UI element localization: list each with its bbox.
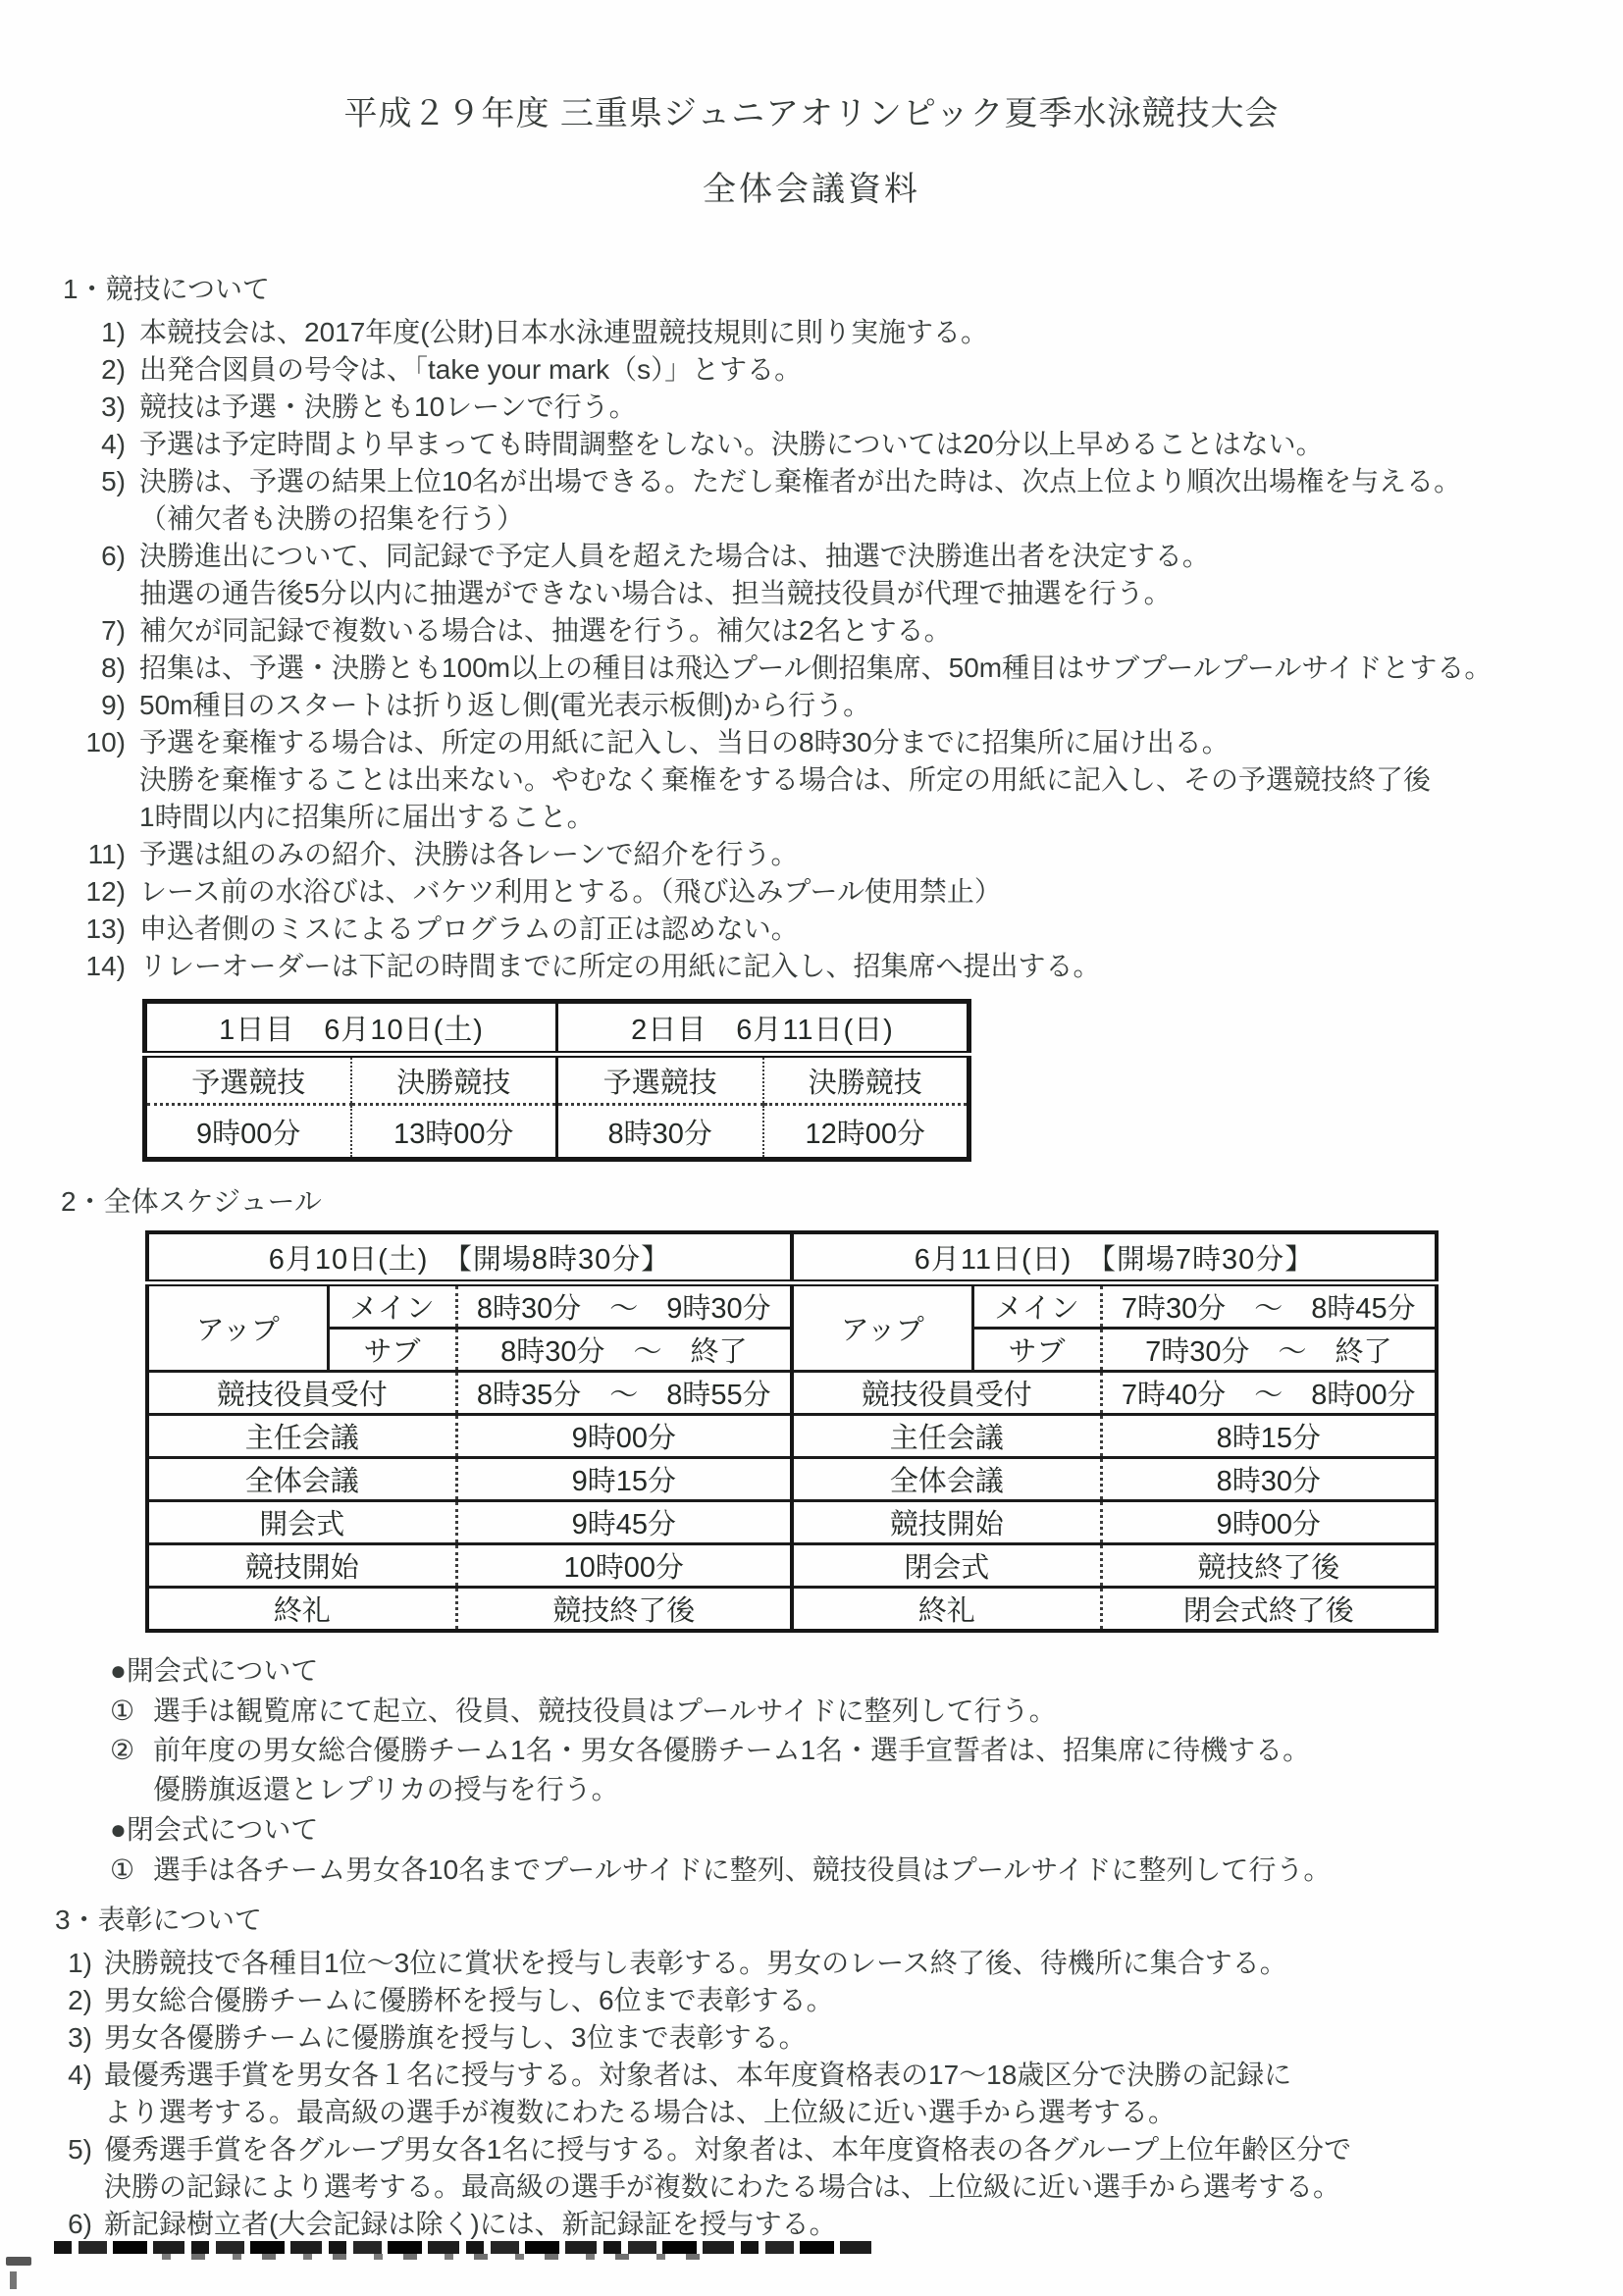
item-number: 10) [85, 727, 126, 757]
list-item [0, 314, 1623, 351]
relay-session-header: 予選競技 [557, 1055, 763, 1105]
schedule-up-label: アップ [147, 1283, 328, 1372]
schedule-up-label: アップ [792, 1283, 972, 1372]
schedule-row-label: 全体会議 [792, 1458, 1101, 1501]
item-number: 1) [101, 317, 126, 347]
schedule-time: 9時15分 [456, 1458, 792, 1501]
opening-ceremony-heading: ●開会式について [110, 1655, 319, 1686]
item-number: 12) [85, 876, 126, 907]
relay-time: 8時30分 [557, 1105, 763, 1160]
list-item [0, 2019, 1623, 2057]
item-line: 最優秀選手賞を男女各１名に授与する。対象者は、本年度資格表の17～18歳区分で決勝の記録に [104, 2060, 1292, 2090]
schedule-time: 8時30分 [1101, 1458, 1437, 1501]
list-item [0, 911, 1623, 948]
item-number: 4) [101, 429, 126, 459]
item-line: 50m種目のスタートは折り返し側(電光表示板側)から行う。 [139, 690, 871, 720]
item-line: 男女各優勝チームに優勝旗を授与し、3位まで表彰する。 [104, 2022, 807, 2053]
item-number: 3) [68, 2022, 92, 2053]
list-item [110, 1731, 1623, 1809]
item-line: 予選を棄権する場合は、所定の用紙に記入し、当日の8時30分までに招集所に届け出る。 [139, 727, 1230, 757]
schedule-row-label: 閉会式 [792, 1544, 1101, 1588]
list-item [0, 687, 1623, 724]
item-line: 決勝を棄権することは出来ない。やむなく棄権をする場合は、所定の用紙に記入し、その予選競技終了後 [139, 764, 1432, 795]
item-number: 5) [101, 466, 126, 496]
list-item [0, 463, 1623, 538]
item-line: 抽選の通告後5分以内に抽選ができない場合は、担当競技役員が代理で抽選を行う。 [139, 578, 1172, 608]
item-line: （補欠者も決勝の招集を行う） [139, 503, 525, 534]
item-number: 6) [101, 541, 126, 571]
list-item [0, 724, 1623, 836]
item-line: 決勝は、予選の結果上位10名が出場できる。ただし棄権者が出た時は、次点上位より順次出場権を与える。 [139, 466, 1462, 496]
relay-order-table [142, 999, 971, 1162]
schedule-time: 8時30分 ～ 終了 [456, 1329, 792, 1372]
item-line: 決勝進出について、同記録で予定人員を超えた場合は、抽選で決勝進出者を決定する。 [139, 541, 1210, 571]
list-item [0, 650, 1623, 687]
page-title: 平成２９年度 三重県ジュニアオリンピック夏季水泳競技大会 [343, 95, 1280, 132]
item-number: 3) [101, 391, 126, 422]
schedule-row-label: 競技開始 [792, 1501, 1101, 1544]
schedule-time: 競技終了後 [456, 1588, 792, 1632]
list-item [0, 351, 1623, 389]
item-line: 決勝競技で各種目1位～3位に賞状を授与し表彰する。男女のレース終了後、待機所に集合する。 [104, 1948, 1287, 1978]
relay-session-header: 予選競技 [145, 1055, 351, 1105]
schedule-time: 9時00分 [456, 1415, 792, 1458]
item-line: 予選は予定時間より早まっても時間調整をしない。決勝については20分以上早めることはない。 [139, 429, 1324, 459]
item-line: 優勝旗返還とレプリカの授与を行う。 [153, 1774, 619, 1804]
relay-session-header: 決勝競技 [763, 1055, 969, 1105]
item-line: 出発合図員の号令は、「take your mark（s）」とする。 [139, 354, 803, 385]
schedule-time: 8時30分 ～ 9時30分 [456, 1283, 792, 1329]
list-item [0, 873, 1623, 911]
scan-noise-mark [6, 2257, 31, 2266]
schedule-up-sublabel: メイン [972, 1283, 1101, 1329]
item-line: 招集は、予選・決勝とも100m以上の種目は飛込プール側招集席、50m種目はサブプールプールサイドとする。 [139, 652, 1492, 683]
list-item [0, 389, 1623, 426]
item-line: 補欠が同記録で複数いる場合は、抽選を行う。補欠は2名とする。 [139, 615, 952, 646]
schedule-row-label: 全体会議 [147, 1458, 456, 1501]
section1-heading: 1・競技について [63, 274, 271, 304]
schedule-row-label: 競技開始 [147, 1544, 456, 1588]
schedule-row-label: 終礼 [147, 1588, 456, 1632]
schedule-time: 競技終了後 [1101, 1544, 1437, 1588]
relay-day2-header: 2日目 6月11日(日) [557, 1002, 969, 1055]
schedule-up-sublabel: サブ [972, 1329, 1101, 1372]
item-number: 9) [101, 690, 126, 720]
schedule-time: 7時40分 ～ 8時00分 [1101, 1372, 1437, 1415]
item-number: 1) [68, 1948, 92, 1978]
section3-heading: 3・表彰について [55, 1905, 263, 1935]
list-item [0, 836, 1623, 873]
item-line: 申込者側のミスによるプログラムの訂正は認めない。 [139, 913, 799, 944]
list-item [0, 1982, 1623, 2019]
schedule-time: 9時45分 [456, 1501, 792, 1544]
item-number: 5) [68, 2134, 92, 2165]
item-number: 14) [85, 951, 126, 981]
list-item [0, 538, 1623, 612]
item-number: 4) [68, 2060, 92, 2090]
item-number: 11) [87, 839, 126, 869]
list-item [0, 1945, 1623, 1982]
item-number: 2) [101, 354, 126, 385]
schedule-row-label: 主任会議 [147, 1415, 456, 1458]
item-number: 6) [68, 2209, 92, 2239]
schedule-time: 7時30分 ～ 8時45分 [1101, 1283, 1437, 1329]
schedule-time: 8時35分 ～ 8時55分 [456, 1372, 792, 1415]
list-item [0, 948, 1623, 985]
schedule-day2-header: 6月11日(日) 【開場7時30分】 [792, 1232, 1437, 1283]
item-line: 本競技会は、2017年度(公財)日本水泳連盟競技規則に則り実施する。 [139, 317, 988, 347]
schedule-row-label: 終礼 [792, 1588, 1101, 1632]
item-line: 1時間以内に招集所に届出すること。 [139, 802, 595, 832]
schedule-row-label: 主任会議 [792, 1415, 1101, 1458]
scan-noise-mark [10, 2271, 17, 2289]
item-number: 2) [68, 1985, 92, 2015]
item-line: レース前の水浴びは、バケツ利用とする。（飛び込みプール使用禁止） [139, 876, 1002, 907]
schedule-up-sublabel: メイン [328, 1283, 456, 1329]
relay-time: 9時00分 [196, 1118, 301, 1150]
item-line: 予選は組のみの紹介、決勝は各レーンで紹介を行う。 [139, 839, 799, 869]
relay-time: 13時00分 [351, 1105, 557, 1160]
section1-list [0, 314, 1623, 985]
relay-day1-header: 1日目 6月10日(土) [145, 1002, 557, 1055]
schedule-table [145, 1230, 1439, 1633]
item-line: リレーオーダーは下記の時間までに所定の用紙に記入し、招集席へ提出する。 [139, 951, 1101, 981]
list-item [0, 2206, 1623, 2243]
item-line: 選手は観覧席にて起立、役員、競技役員はプールサイドに整列して行う。 [153, 1696, 1057, 1726]
list-item [0, 612, 1623, 650]
schedule-day1-header: 6月10日(土) 【開場8時30分】 [147, 1232, 792, 1283]
schedule-time: 7時30分 ～ 終了 [1101, 1329, 1437, 1372]
list-item [0, 426, 1623, 463]
section2-heading: 2・全体スケジュール [61, 1186, 322, 1217]
schedule-up-sublabel: サブ [328, 1329, 456, 1372]
schedule-row-label: 開会式 [147, 1501, 456, 1544]
item-line: 男女総合優勝チームに優勝杯を授与し、6位まで表彰する。 [104, 1985, 834, 2015]
item-number: ① [110, 1854, 135, 1885]
item-number: 8) [101, 652, 126, 683]
item-line: 優秀選手賞を各グループ男女各1名に授与する。対象者は、本年度資格表の各グループ上位年齢区分で [104, 2134, 1352, 2165]
schedule-time: 8時15分 [1101, 1415, 1437, 1458]
item-line: 決勝の記録により選考する。最高級の選手が複数にわたる場合は、上位級に近い選手から選考する。 [104, 2171, 1341, 2202]
item-number: ① [110, 1696, 135, 1726]
item-number: ② [110, 1735, 135, 1765]
schedule-row-label: 競技役員受付 [147, 1372, 456, 1415]
item-line: 前年度の男女総合優勝チーム1名・男女各優勝チーム1名・選手宣誓者は、招集席に待機する。 [153, 1735, 1311, 1765]
schedule-time: 9時00分 [1101, 1501, 1437, 1544]
item-line: 競技は予選・決勝とも10レーンで行う。 [139, 391, 637, 422]
scan-noise-band [54, 2241, 876, 2254]
list-item [110, 1692, 1623, 1731]
closing-ceremony-heading: ●閉会式について [110, 1814, 319, 1845]
section3-list [0, 1945, 1623, 2243]
schedule-time: 閉会式終了後 [1101, 1588, 1437, 1632]
item-number: 7) [101, 615, 126, 646]
relay-time: 12時00分 [763, 1105, 969, 1160]
schedule-time: 10時00分 [456, 1544, 792, 1588]
page-subtitle: 全体会議資料 [703, 171, 920, 208]
list-item [0, 2057, 1623, 2131]
relay-session-header: 決勝競技 [351, 1055, 557, 1105]
item-line: 選手は各チーム男女各10名までプールサイドに整列、競技役員はプールサイドに整列して行う。 [153, 1854, 1332, 1885]
item-line: 新記録樹立者(大会記録は除く)には、新記録証を授与する。 [104, 2209, 837, 2239]
ceremony-notes [110, 1650, 1623, 1890]
schedule-row-label: 競技役員受付 [792, 1372, 1101, 1415]
item-number: 13) [85, 913, 126, 944]
list-item [0, 2131, 1623, 2206]
item-line: より選考する。最高級の選手が複数にわたる場合は、上位級に近い選手から選考する。 [104, 2097, 1177, 2127]
list-item [110, 1851, 1623, 1890]
